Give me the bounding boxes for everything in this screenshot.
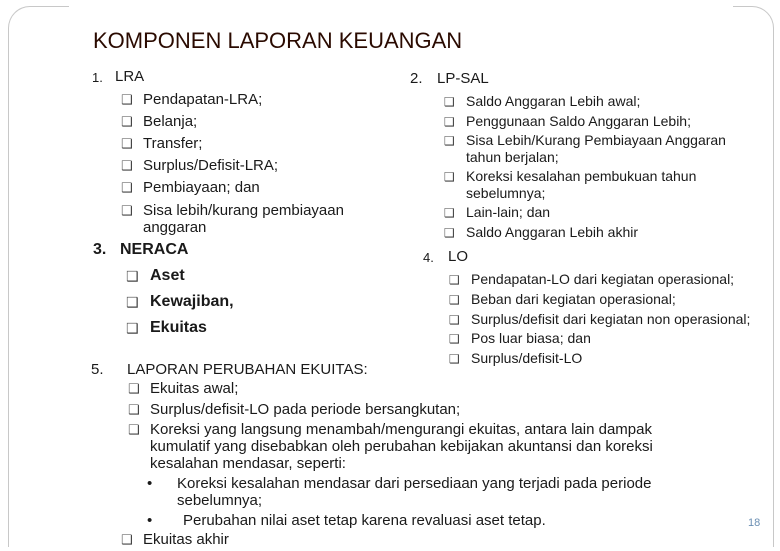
dot-bullet-icon: • xyxy=(147,512,153,529)
checkbox-bullet-icon: ❑ xyxy=(126,269,139,285)
neraca-item: ❑ Kewajiban, xyxy=(126,293,234,311)
lra-number: 1. xyxy=(92,70,103,85)
lo-item: ❑ Beban dari kegiatan operasional; xyxy=(449,291,676,307)
lra-item: ❑ Belanja; xyxy=(143,112,197,132)
lpe-sub-item: Perubahan nilai aset tetap karena revaluasi aset tetap. xyxy=(183,512,546,529)
checkbox-bullet-icon: ❑ xyxy=(444,95,455,109)
lpsal-item: ❑ Koreksi kesalahan pembukuan tahun xyxy=(444,168,697,184)
lpsal-item: ❑ Saldo Anggaran Lebih awal; xyxy=(444,93,641,109)
lpsal-item-continuation: tahun berjalan; xyxy=(466,149,559,165)
checkbox-bullet-icon: ❑ xyxy=(449,273,460,287)
lo-heading: LO xyxy=(448,248,469,265)
checkbox-bullet-icon: ❑ xyxy=(444,134,455,148)
checkbox-bullet-icon: ❑ xyxy=(444,115,455,129)
lpsal-item: ❑ Lain-lain; dan xyxy=(444,204,551,220)
lra-item: ❑ Transfer; xyxy=(143,134,202,154)
checkbox-bullet-icon: ❑ xyxy=(444,206,455,220)
dot-bullet-icon: • xyxy=(147,475,153,492)
checkbox-bullet-icon: ❑ xyxy=(121,93,133,108)
lra-item: ❑ Pendapatan-LRA; xyxy=(143,90,262,110)
neraca-item: ❑ Aset xyxy=(126,267,185,285)
lo-item: ❑ Surplus/defisit dari kegiatan non operasional; xyxy=(449,311,751,327)
checkbox-bullet-icon: ❑ xyxy=(126,295,139,311)
lpsal-item: ❑ Penggunaan Saldo Anggaran Lebih; xyxy=(444,113,691,129)
lpe-heading: LAPORAN PERUBAHAN EKUITAS: xyxy=(127,361,368,378)
lpe-item: ❑ Surplus/defisit-LO pada periode bersangkutan; xyxy=(150,400,460,420)
checkbox-bullet-icon: ❑ xyxy=(121,533,133,548)
checkbox-bullet-icon: ❑ xyxy=(449,332,460,346)
neraca-item: ❑ Ekuitas xyxy=(126,319,207,337)
checkbox-bullet-icon: ❑ xyxy=(128,382,140,397)
lo-item: ❑ Surplus/defisit-LO xyxy=(449,350,583,366)
lpe-item: ❑ Koreksi yang langsung menambah/mengurangi ekuitas, antara lain dampak xyxy=(150,420,652,440)
lpe-item-continuation: kumulatif yang disebabkan oleh perubahan kebijakan akuntansi dan koreksi xyxy=(150,438,653,455)
lpsal-heading: LP-SAL xyxy=(437,70,489,87)
lra-item-continuation: anggaran xyxy=(143,219,207,236)
lra-item: ❑ Surplus/Defisit-LRA; xyxy=(143,156,278,176)
neraca-heading: NERACA xyxy=(120,241,189,258)
checkbox-bullet-icon: ❑ xyxy=(121,137,133,152)
slide-frame-left xyxy=(8,6,69,547)
lpe-sub-item-continuation: sebelumnya; xyxy=(177,492,263,509)
checkbox-bullet-icon: ❑ xyxy=(444,226,455,240)
lpe-item: ❑ Ekuitas awal; xyxy=(150,379,238,399)
checkbox-bullet-icon: ❑ xyxy=(121,204,133,219)
lpsal-number: 2. xyxy=(410,70,423,87)
page-number: 18 xyxy=(748,517,761,529)
slide-frame-right xyxy=(733,6,774,547)
lpe-item: ❑ Ekuitas akhir xyxy=(143,530,229,550)
lpe-number: 5. xyxy=(91,361,104,378)
slide-title: KOMPONEN LAPORAN KEUANGAN xyxy=(93,28,463,53)
lpe-sub-item: Koreksi kesalahan mendasar dari persediaan yang terjadi pada periode xyxy=(177,475,652,492)
checkbox-bullet-icon: ❑ xyxy=(449,313,460,327)
checkbox-bullet-icon: ❑ xyxy=(449,352,460,366)
lpsal-item: ❑ Saldo Anggaran Lebih akhir xyxy=(444,224,639,240)
lpe-item-continuation: kesalahan mendasar, seperti: xyxy=(150,455,346,472)
checkbox-bullet-icon: ❑ xyxy=(121,181,133,196)
checkbox-bullet-icon: ❑ xyxy=(126,321,139,337)
checkbox-bullet-icon: ❑ xyxy=(444,170,455,184)
checkbox-bullet-icon: ❑ xyxy=(121,159,133,174)
lra-item: ❑ Sisa lebih/kurang pembiayaan xyxy=(143,201,344,221)
lo-item: ❑ Pendapatan-LO dari kegiatan operasional; xyxy=(449,271,735,287)
lo-item: ❑ Pos luar biasa; dan xyxy=(449,330,591,346)
lpsal-item-continuation: sebelumnya; xyxy=(466,185,546,201)
lra-heading: LRA xyxy=(115,68,145,85)
lpsal-item: ❑ Sisa Lebih/Kurang Pembiayaan Anggaran xyxy=(444,132,726,148)
lo-number: 4. xyxy=(423,250,434,265)
checkbox-bullet-icon: ❑ xyxy=(449,293,460,307)
checkbox-bullet-icon: ❑ xyxy=(121,115,133,130)
neraca-number: 3. xyxy=(93,241,107,258)
checkbox-bullet-icon: ❑ xyxy=(128,423,140,438)
lra-item: ❑ Pembiayaan; dan xyxy=(143,178,260,198)
checkbox-bullet-icon: ❑ xyxy=(128,403,140,418)
